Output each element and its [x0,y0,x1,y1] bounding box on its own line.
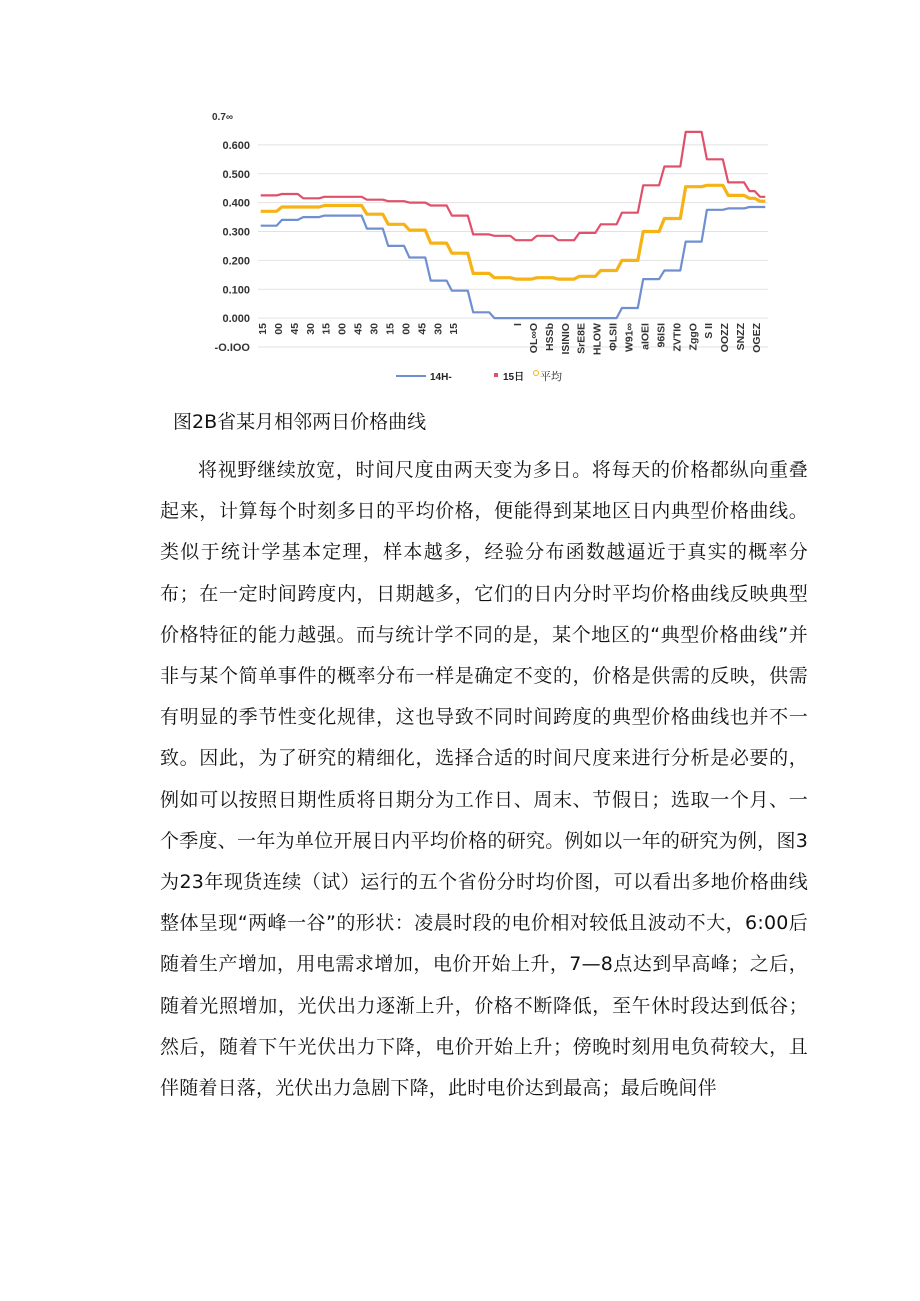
y-axis-top-label: 0.7∞ [212,112,234,123]
series-line [261,207,766,318]
x-tick-label: OL∞O [527,322,540,354]
x-tick-label: ISINIO [559,323,572,355]
x-tick-label: aIOEI [639,323,652,350]
x-tick-label: 30 [368,322,381,335]
y-tick-label: 0.300 [222,226,250,239]
x-tick-label: 30 [432,323,445,335]
y-tick-label: 0.400 [222,197,250,210]
x-tick-label: S II [703,322,716,339]
series-line [261,185,766,279]
x-tick-label: OOZZ [719,323,732,353]
x-tick-label: I [512,323,524,326]
x-tick-label: 15 [257,323,269,335]
x-tick-label: HSSb [543,322,556,351]
chart-legend [396,369,562,383]
y-tick-label: 0.600 [222,139,250,152]
x-tick-label: 00 [400,322,413,335]
x-tick-label: ΦLSII [607,323,620,351]
legend-label: 14H- [430,372,452,383]
x-tick-label: HLOW [591,323,604,356]
y-tick-label: -O.IOO [214,342,250,354]
x-tick-label: SrE8E [575,322,588,354]
x-tick-label: 45 [352,323,365,335]
price-curve-chart [196,100,776,400]
x-tick-label: W91∞ [623,322,636,353]
x-tick-label: 15 [448,322,461,335]
x-tick-label: ZggO [687,323,700,351]
legend-swatch [534,371,539,376]
x-tick-label: 30 [304,323,317,335]
x-axis [257,322,763,355]
x-tick-label: 45 [416,322,429,335]
y-tick-label: 0.200 [222,255,250,268]
legend-label: 15日 [503,372,525,383]
x-tick-label: ZVTI0 [671,322,684,352]
y-tick-label: 0.100 [222,284,250,297]
y-tick-label: 0.500 [222,168,250,181]
chart-gridlines [258,145,768,347]
legend-label: 平均 [540,371,562,383]
x-tick-label: 96ISI [655,322,668,348]
x-tick-label: 15 [384,323,397,335]
body-paragraph: 将视野继续放宽，时间尺度由两天变为多日。将每天的价格都纵向重叠起来，计算每个时刻多日的平均价格，便能得到某地区日内典型价格曲线。类似于统计学基本定理，样本越多，经验分布函数越逼近于真实的概率分布；在一定时间跨度内，日期越多，它们的日内分时平均价格曲线反映典型价格特征的能力越强。而与统计学不同的是，某个地区的“典型价格曲线”并非与某个简单事件的概率分布一样是确定不变的，价格是供需的反映，供需有明显的季节性变化规律，这也导致不同时间跨度的典型价格曲线也并不一致。因此，为了研究的精细化，选择合适的时间尺度来进行分析是必要的，例如可以按照日期性质将日期分为工作日、周末、节假日；选取一个月、一个季度、一年为单位开展日内平均价格的研究。例如以一年的研究为例，图3为23年现货连续（试）运行的五个省份分时均价图，可以看出多地价格曲线整体呈现“两峰一谷”的形状：凌晨时段的电价相对较低且波动不大，6:00后随着生产增加，用电需求增加，电价开始上升，7—8点达到早高峰；之后，随着光照增加，光伏出力逐渐上升，价格不断降低，至午休时段达到低谷；然后，随着下午光伏出力下降，电价开始上升；傍晚时刻用电负荷较大，且伴随着日落，光伏出力急剧下降，此时电价达到最高；最后晚间伴 [160,459,808,1100]
y-tick-label: 0.000 [222,313,250,326]
x-tick-label: SNZZ [735,323,748,351]
y-axis [212,112,250,354]
x-tick-label: 00 [336,323,349,335]
x-tick-label: OGEZ [751,322,763,353]
x-tick-label: 15 [320,322,333,335]
x-tick-label: 45 [288,322,301,335]
chart-series-lines [261,132,766,318]
x-tick-label: 00 [272,322,285,335]
legend-swatch [494,373,498,377]
figure-caption: 图2B省某月相邻两日价格曲线 [173,411,427,433]
